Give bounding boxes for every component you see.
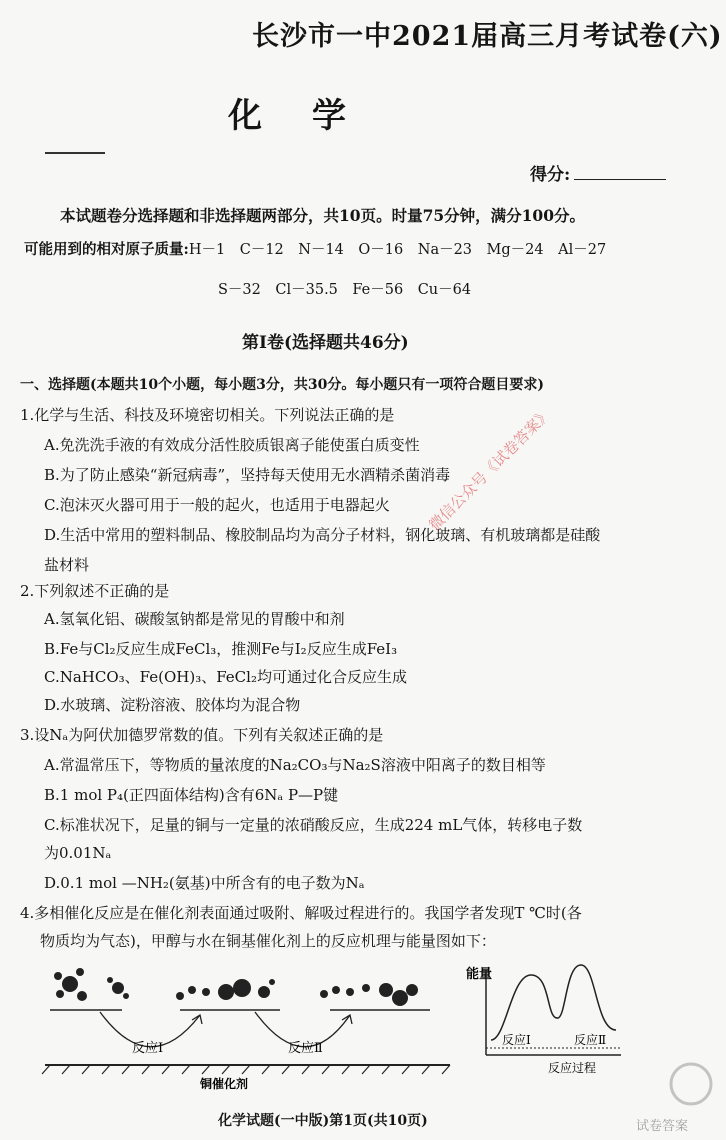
question-3-option-c-cont: 为0.01Nₐ: [44, 844, 112, 862]
question-1-option-d-cont: 盐材料: [44, 556, 90, 574]
progress-axis-label: 反应过程: [548, 1061, 597, 1075]
question-2-option-b: B.Fe与Cl₂反应生成FeCl₃，推测Fe与I₂反应生成FeI₃: [44, 640, 398, 658]
question-1-stem: 1.化学与生活、科技及环境密切相关。下列说法正确的是: [20, 406, 395, 424]
question-2-option-d: D.水玻璃、淀粉溶液、胶体均为混合物: [44, 696, 301, 714]
energy-reaction-1-label: 反应Ⅰ: [502, 1033, 531, 1047]
mechanism-diagram: [30, 960, 460, 1090]
question-2-stem: 2.下列叙述不正确的是: [20, 582, 170, 600]
score-label: 得分:: [530, 165, 571, 185]
question-1-option-c: C.泡沫灭火器可用于一般的起火，也适用于电器起火: [44, 496, 390, 514]
molecule-cluster-2: [176, 979, 275, 1000]
subject-title: 化学: [228, 96, 396, 136]
question-3-option-d: D.0.1 mol —NH₂(氨基)中所含有的电子数为Nₐ: [44, 874, 365, 892]
watermark-text: 微信公众号《试卷答案》: [425, 404, 555, 535]
question-2-option-a: A.氢氧化铝、碳酸氢钠都是常见的胃酸中和剂: [44, 610, 345, 628]
reaction-1-label: 反应Ⅰ: [132, 1041, 164, 1056]
energy-reaction-2-label: 反应Ⅱ: [574, 1033, 607, 1047]
atomic-masses-line1: [24, 238, 606, 259]
question-2-option-c: C.NaHCO₃、Fe(OH)₃、FeCl₂均可通过化合反应生成: [44, 668, 407, 686]
corner-logo-text: 试卷答案: [636, 1119, 689, 1134]
question-1-option-a: A.免洗洗手液的有效成分活性胶质银离子能使蛋白质变性: [44, 436, 420, 454]
exam-intro: 本试题卷分选择题和非选择题两部分，共10页。时量75分钟，满分100分。: [60, 206, 585, 225]
catalyst-label: 铜催化剂: [200, 1077, 249, 1090]
question-1-option-b: B.为了防止感染“新冠病毒”，坚持每天使用无水酒精杀菌消毒: [44, 466, 451, 484]
question-1-option-d: D.生活中常用的塑料制品、橡胶制品均为高分子材料，钢化玻璃、有机玻璃都是硅酸: [44, 526, 601, 544]
question-4-stem: 4.多相催化反应是在催化剂表面通过吸附、解吸过程进行的。我国学者发现T ℃时(各: [20, 904, 582, 922]
divider-line: [45, 152, 105, 154]
question-3-stem: 3.设Nₐ为阿伏加德罗常数的值。下列有关叙述正确的是: [20, 726, 384, 744]
reaction-2-label: 反应Ⅱ: [288, 1041, 323, 1056]
atomic-masses-line2: S－32 Cl－35.5 Fe－56 Cu－64: [218, 282, 472, 298]
question-3-option-b: B.1 mol P₄(正四面体结构)含有6Nₐ P—P键: [44, 786, 339, 804]
atomic-masses-values1: H－1 C－12 N－14 O－16 Na－23 Mg－24 Al－27: [188, 242, 607, 258]
exam-title: 长沙市一中2021届高三月考试卷(六): [252, 21, 723, 52]
energy-diagram: [466, 960, 626, 1090]
page-footer: 化学试题(一中版)第1页(共10页): [218, 1113, 428, 1129]
energy-axis-label: 能量: [466, 967, 493, 982]
section-heading: 一、选择题(本题共10个小题，每小题3分，共30分。每小题只有一项符合题目要求): [20, 377, 544, 393]
energy-curve: [491, 965, 616, 1040]
corner-watermark-logo: [606, 1046, 721, 1138]
question-3-option-a: A.常温常压下，等物质的量浓度的Na₂CO₃与Na₂S溶液中阳离子的数目相等: [44, 756, 546, 774]
score-field: [530, 160, 666, 185]
part-heading: 第Ⅰ卷(选择题共46分): [242, 333, 409, 353]
atomic-masses-label: 可能用到的相对原子质量:: [24, 241, 189, 258]
question-3-option-c: C.标准状况下，足量的铜与一定量的浓硝酸反应，生成224 mL气体，转移电子数: [44, 816, 583, 834]
molecule-cluster-1: [54, 968, 129, 1001]
question-4-stem-cont: 物质均为气态)，甲醇与水在铜基催化剂上的反应机理与能量图如下：: [40, 932, 496, 950]
score-blank: [574, 165, 666, 180]
catalyst-hatching: [42, 1065, 450, 1074]
molecule-cluster-3: [320, 983, 418, 1006]
